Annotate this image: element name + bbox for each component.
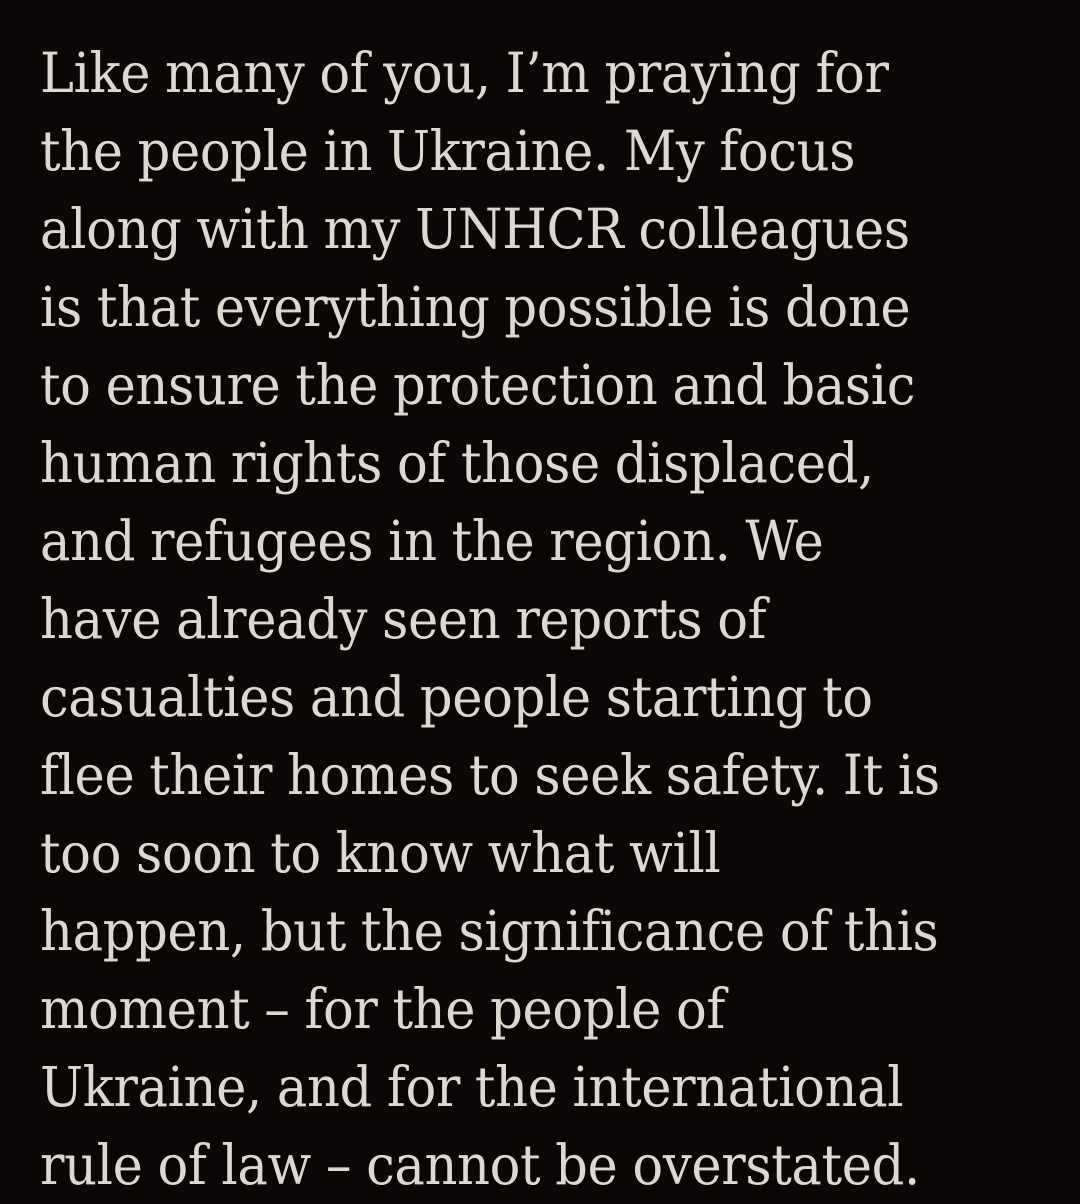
statement-text: Like many of you, I’m praying for the people in Ukraine. My focus along with my UNHCR colleagues is that everything possible is done to ensure the protection and basic human rights of those displaced, and refugees in the region. We have already seen reports of casualties and people starting to flee their homes to seek safety. It is too soon to know what will happen, but the significance of this moment – for the people of Ukraine, and for the international rule of law – cannot be overstated. [40, 41, 955, 1197]
